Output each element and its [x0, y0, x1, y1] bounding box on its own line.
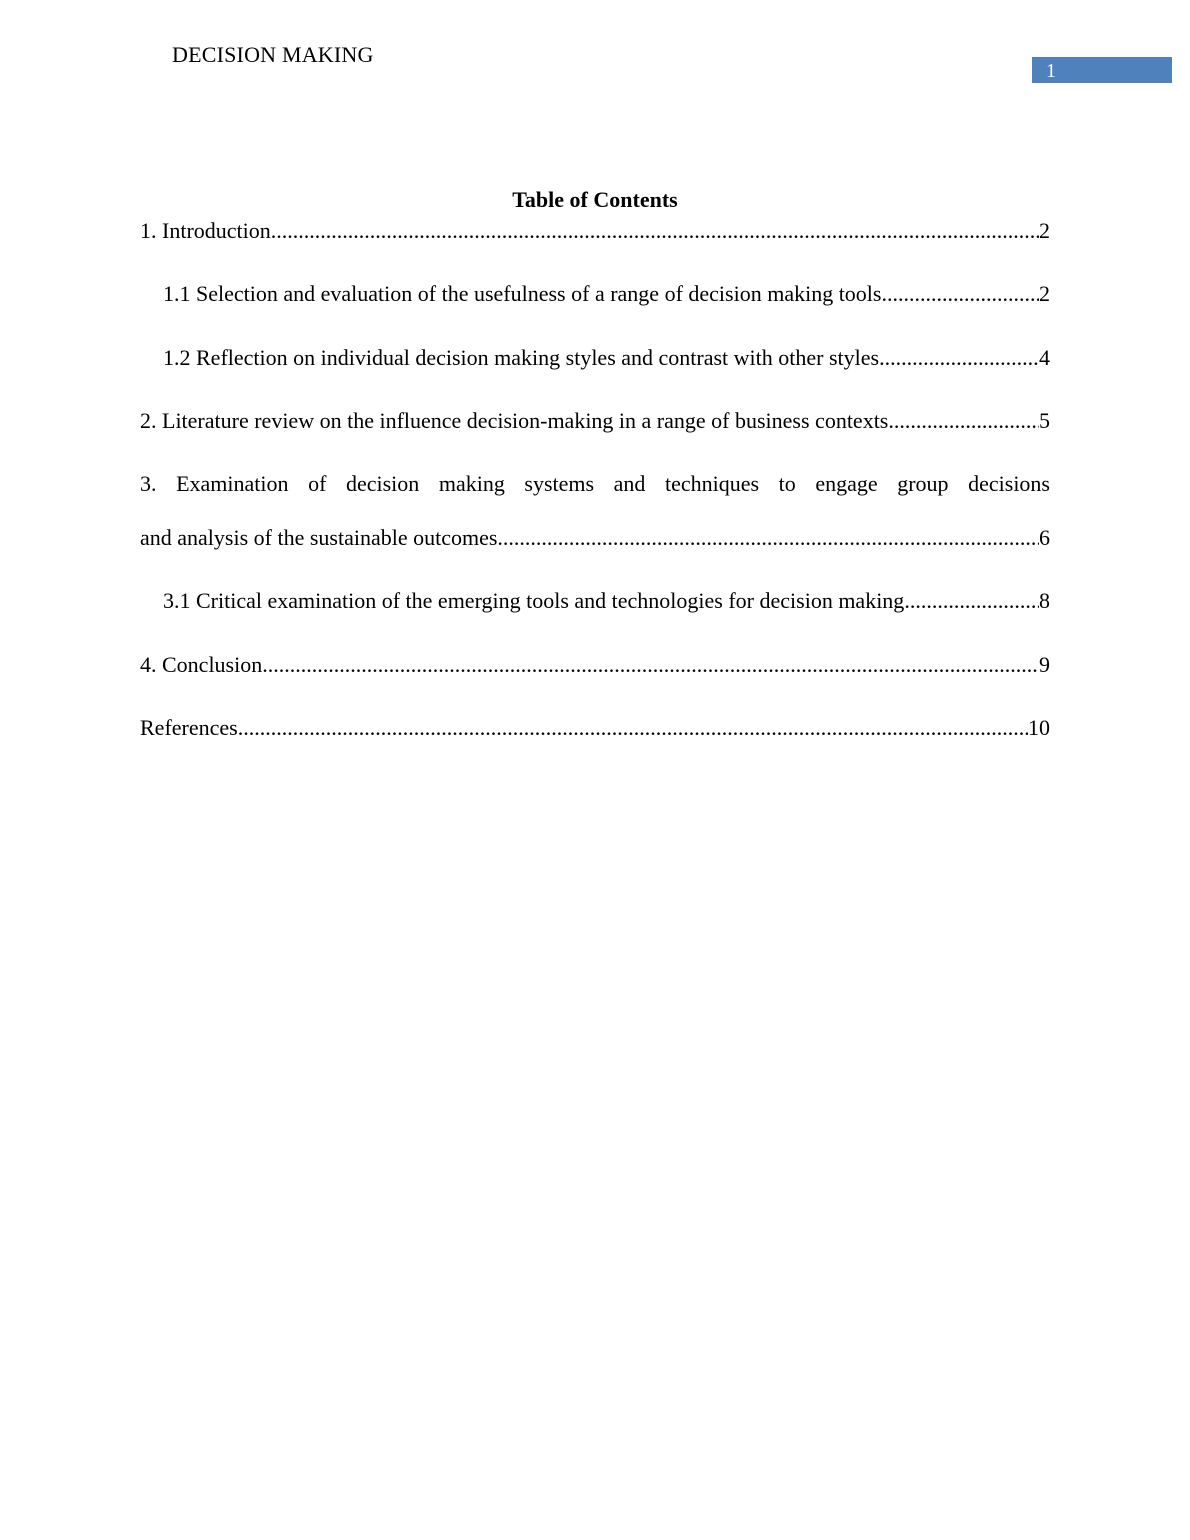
toc-entry-label: and analysis of the sustainable outcomes — [140, 525, 498, 550]
toc-entry-label: 4. Conclusion — [140, 652, 263, 677]
toc-dot-leader — [497, 523, 1039, 553]
toc-entry-selection-evaluation[interactable] — [163, 279, 1050, 309]
toc-dot-leader — [271, 216, 1039, 246]
toc-entry-label: 2. Literature review on the influence decision-making in a range of business contexts — [140, 408, 889, 433]
toc-entry-page: 9 — [1039, 652, 1050, 677]
toc-entry-label: 1. Introduction — [140, 218, 271, 243]
toc-entry-conclusion[interactable] — [140, 650, 1050, 680]
toc-dot-leader — [879, 343, 1039, 373]
toc-entry-page: 5 — [1039, 408, 1050, 433]
toc-entry-introduction[interactable] — [140, 216, 1050, 246]
toc-entry-page: 4 — [1039, 345, 1050, 370]
toc-entry-page: 2 — [1039, 281, 1050, 306]
toc-entry-references[interactable] — [140, 713, 1050, 743]
page-number-badge — [1032, 57, 1172, 83]
toc-entry-page: 6 — [1039, 525, 1050, 550]
toc-dot-leader — [238, 713, 1028, 743]
toc-entry-examination-systems-line2[interactable] — [140, 523, 1050, 553]
toc-entry-critical-examination[interactable] — [163, 586, 1050, 616]
page-number: 1 — [1046, 60, 1056, 82]
toc-entry-label: 1.1 Selection and evaluation of the usefulness of a range of decision making tools — [163, 281, 882, 306]
toc-entry-literature-review[interactable] — [140, 406, 1050, 436]
toc-dot-leader — [881, 279, 1039, 309]
toc-dot-leader — [904, 586, 1039, 616]
toc-dot-leader — [888, 406, 1039, 436]
toc-entry-label: 3.1 Critical examination of the emerging tools and technologies for decision making — [163, 588, 905, 613]
running-header-title: DECISION MAKING — [172, 42, 374, 67]
toc-entry-page: 8 — [1039, 588, 1050, 613]
toc-entry-label: References — [140, 715, 238, 740]
toc-entry-page: 10 — [1028, 715, 1050, 740]
toc-entry-label: 1.2 Reflection on individual decision making styles and contrast with other styles — [163, 345, 880, 370]
toc-entry-label: 3. Examination of decision making systems and techniques to engage group decisions — [140, 471, 1050, 496]
toc-entry-reflection-styles[interactable] — [163, 343, 1050, 373]
toc-dot-leader — [262, 650, 1039, 680]
toc-title: Table of Contents — [512, 187, 678, 212]
toc-entry-examination-systems-line1[interactable] — [140, 469, 1050, 499]
toc-entry-page: 2 — [1039, 218, 1050, 243]
